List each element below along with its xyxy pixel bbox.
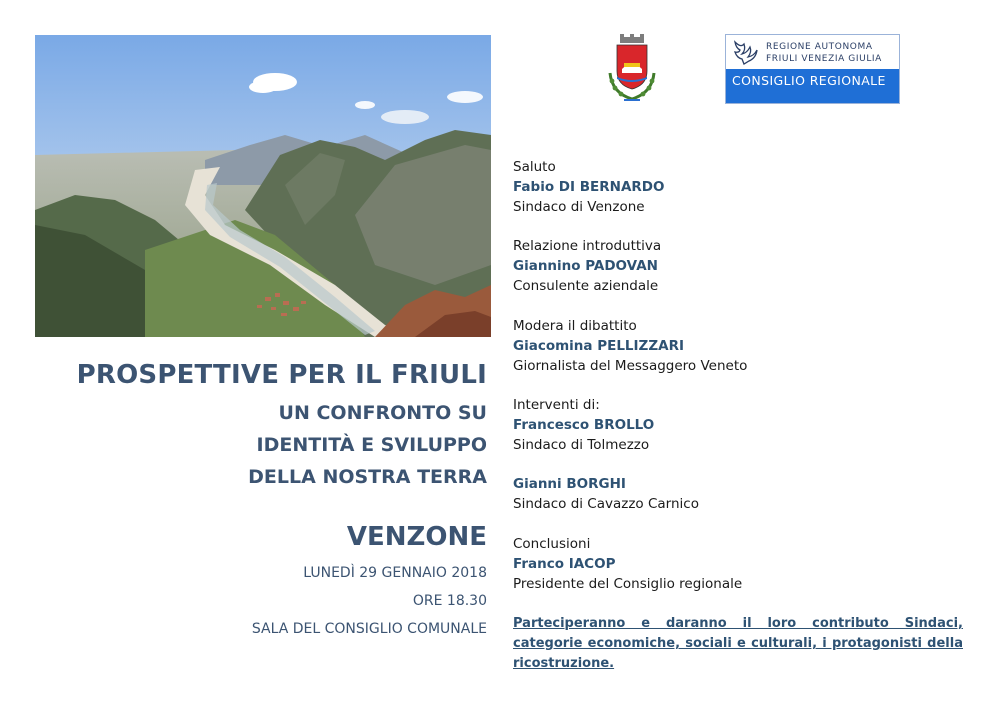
event-city: VENZONE [346,522,487,552]
valley-landscape-photo [35,35,491,337]
eagle-icon [732,38,760,65]
event-place: SALA DEL CONSIGLIO COMUNALE [251,621,487,637]
speaker-name: Giannino PADOVAN [513,258,658,274]
speaker-title: Sindaco di Cavazzo Carnico [513,496,699,512]
council-band [726,69,899,103]
event-subtitle-line-1: UN CONFRONTO SU [278,402,487,424]
program-role: Saluto [513,159,556,175]
program-role: Relazione introduttiva [513,238,662,254]
event-date: LUNEDÌ 29 GENNAIO 2018 [303,565,487,581]
speaker-name: Giacomina PELLIZZARI [513,338,684,354]
council-label: CONSIGLIO REGIONALE [732,73,886,88]
closing-note: Parteciperanno e daranno il loro contributo Sindaci, categorie economiche, sociali e culturali, i protagonisti della ricostruzione. [513,616,963,671]
program-role: Modera il dibattito [513,318,637,334]
event-title: PROSPETTIVE PER IL FRIULI [76,360,487,390]
speaker-name: Fabio DI BERNARDO [513,179,665,195]
speaker-title: Presidente del Consiglio regionale [513,576,743,592]
speaker-title: Giornalista del Messaggero Veneto [513,358,748,374]
speaker-title: Consulente aziendale [513,278,659,294]
program-role: Interventi di: [513,397,600,413]
event-subtitle-line-2: IDENTITÀ E SVILUPPO [256,434,487,456]
event-subtitle-line-3: DELLA NOSTRA TERRA [248,466,487,488]
region-name-line-2: FRIULI VENEZIA GIULIA [766,54,882,64]
speaker-title: Sindaco di Tolmezzo [513,437,650,453]
speaker-title: Sindaco di Venzone [513,199,645,215]
region-name-line-1: REGIONE AUTONOMA [766,42,873,52]
speaker-name: Franco IACOP [513,556,616,572]
speaker-name: Gianni BORGHI [513,476,626,492]
regional-council-logo [725,34,900,104]
venzone-crest-icon [602,33,662,105]
program-role: Conclusioni [513,536,591,552]
event-time: ORE 18.30 [412,593,487,609]
speaker-name: Francesco BROLLO [513,417,655,433]
